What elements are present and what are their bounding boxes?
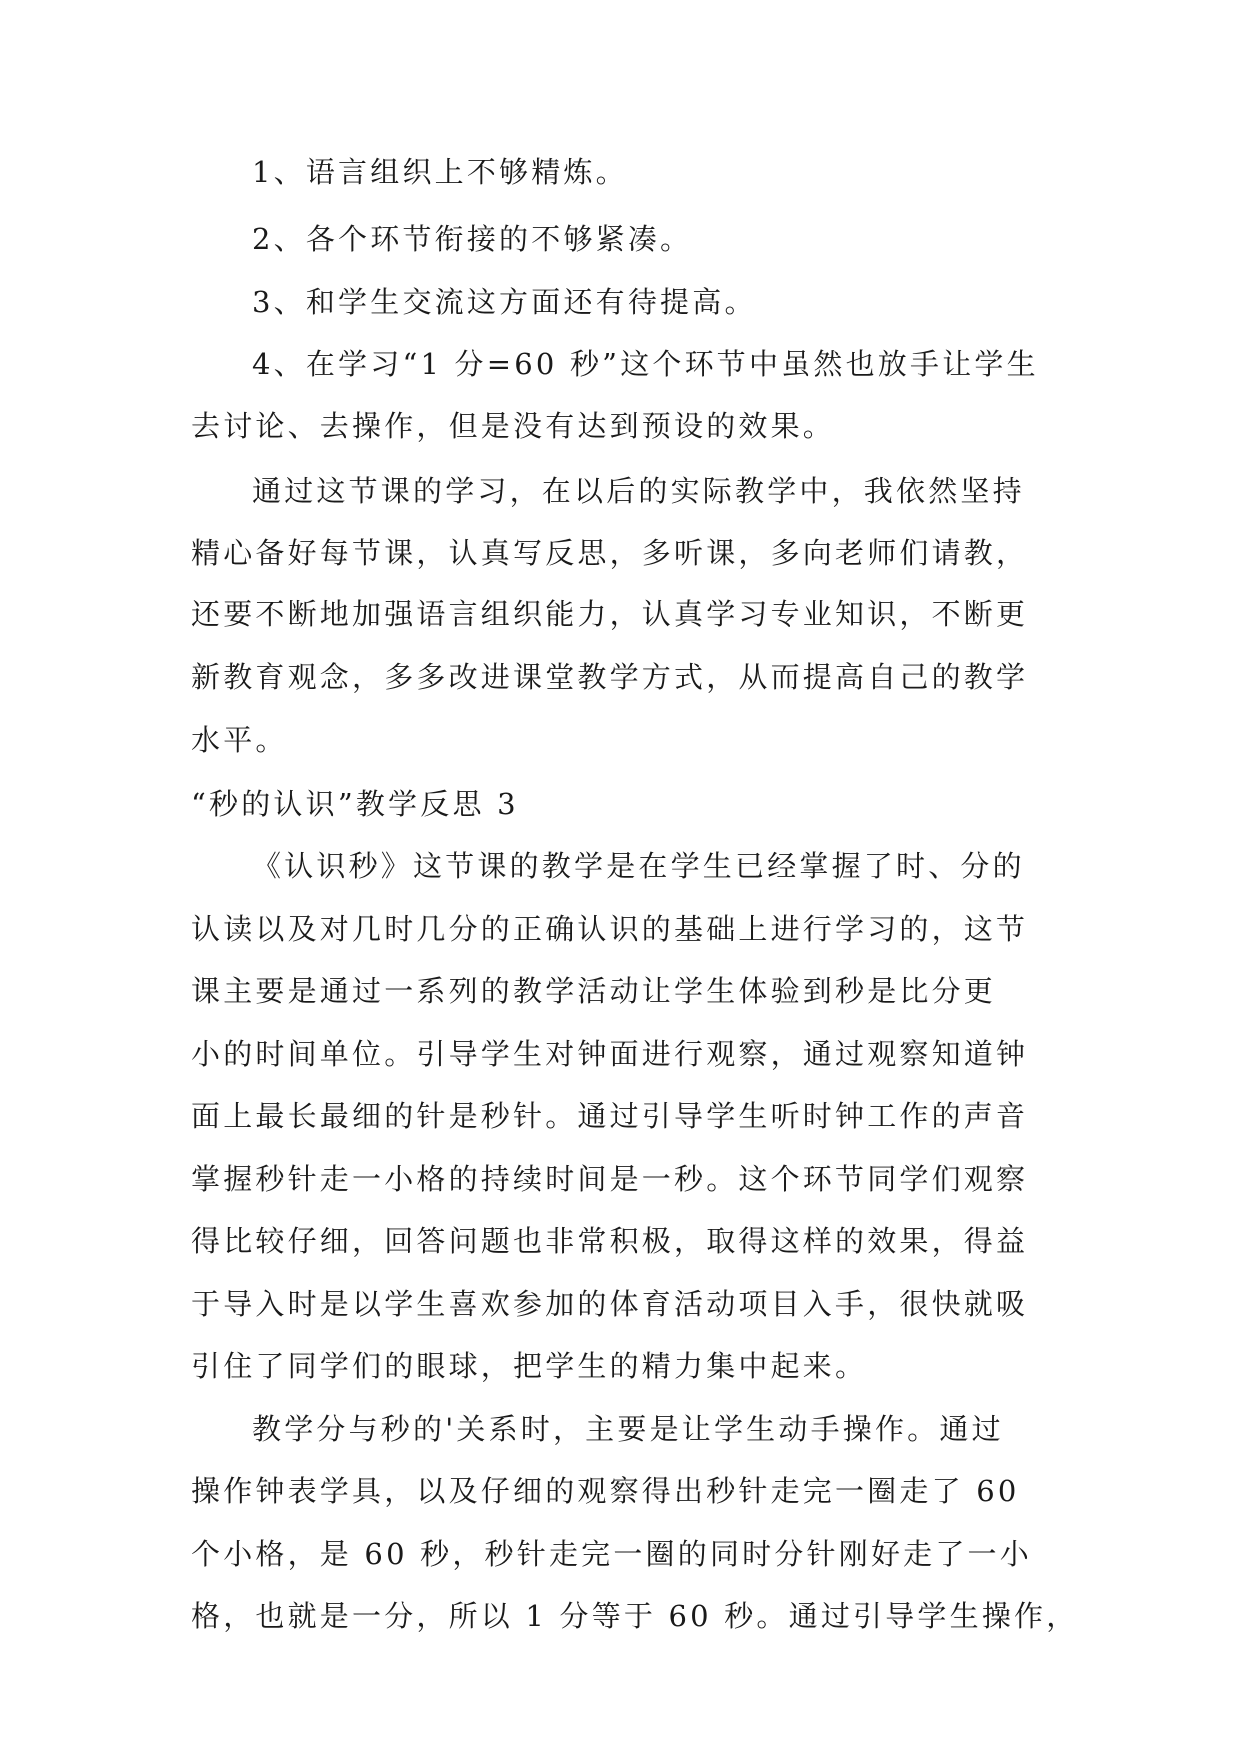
paragraph-line: 新教育观念，多多改进课堂教学方式，从而提高自己的教学 [191, 660, 1029, 694]
section-heading: “秒的认识”教学反思 3 [191, 787, 519, 821]
paragraph-line: 通过这节课的学习，在以后的实际教学中，我依然坚持 [252, 474, 1025, 508]
paragraph-line: 得比较仔细，回答问题也非常积极，取得这样的效果，得益 [191, 1224, 1029, 1258]
list-item-2: 2、各个环节衔接的不够紧凑。 [252, 222, 693, 256]
paragraph-line: 水平。 [191, 723, 288, 757]
paragraph-line: 操作钟表学具，以及仔细的观察得出秒针走完一圈走了 60 [191, 1474, 1020, 1508]
paragraph-line: 精心备好每节课，认真写反思，多听课，多向老师们请教， [191, 536, 1029, 570]
list-item-1: 1、语言组织上不够精炼。 [252, 155, 628, 189]
paragraph-line: 《认识秒》这节课的教学是在学生已经掌握了时、分的 [252, 849, 1025, 883]
paragraph-line: 引住了同学们的眼球，把学生的精力集中起来。 [191, 1349, 868, 1383]
paragraph-line: 去讨论、去操作，但是没有达到预设的效果。 [191, 409, 836, 443]
paragraph-line: 格，也就是一分，所以 1 分等于 60 秒。通过引导学生操作， [191, 1599, 1079, 1633]
list-item-4: 4、在学习“1 分=60 秒”这个环节中虽然也放手让学生 [252, 347, 1039, 381]
paragraph-line: 课主要是通过一系列的教学活动让学生体验到秒是比分更 [191, 974, 997, 1008]
paragraph-line: 还要不断地加强语言组织能力，认真学习专业知识，不断更 [191, 597, 1029, 631]
paragraph-line: 于导入时是以学生喜欢参加的体育活动项目入手，很快就吸 [191, 1287, 1029, 1321]
paragraph-line: 教学分与秒的'关系时，主要是让学生动手操作。通过 [252, 1412, 1004, 1446]
paragraph-line: 掌握秒针走一小格的持续时间是一秒。这个环节同学们观察 [191, 1162, 1029, 1196]
list-item-3: 3、和学生交流这方面还有待提高。 [252, 285, 757, 319]
paragraph-line: 小的时间单位。引导学生对钟面进行观察，通过观察知道钟 [191, 1037, 1029, 1071]
paragraph-line: 个小格，是 60 秒，秒针走完一圈的同时分针刚好走了一小 [191, 1537, 1032, 1571]
paragraph-line: 认读以及对几时几分的正确认识的基础上进行学习的，这节 [191, 912, 1029, 946]
paragraph-line: 面上最长最细的针是秒针。通过引导学生听时钟工作的声音 [191, 1099, 1029, 1133]
